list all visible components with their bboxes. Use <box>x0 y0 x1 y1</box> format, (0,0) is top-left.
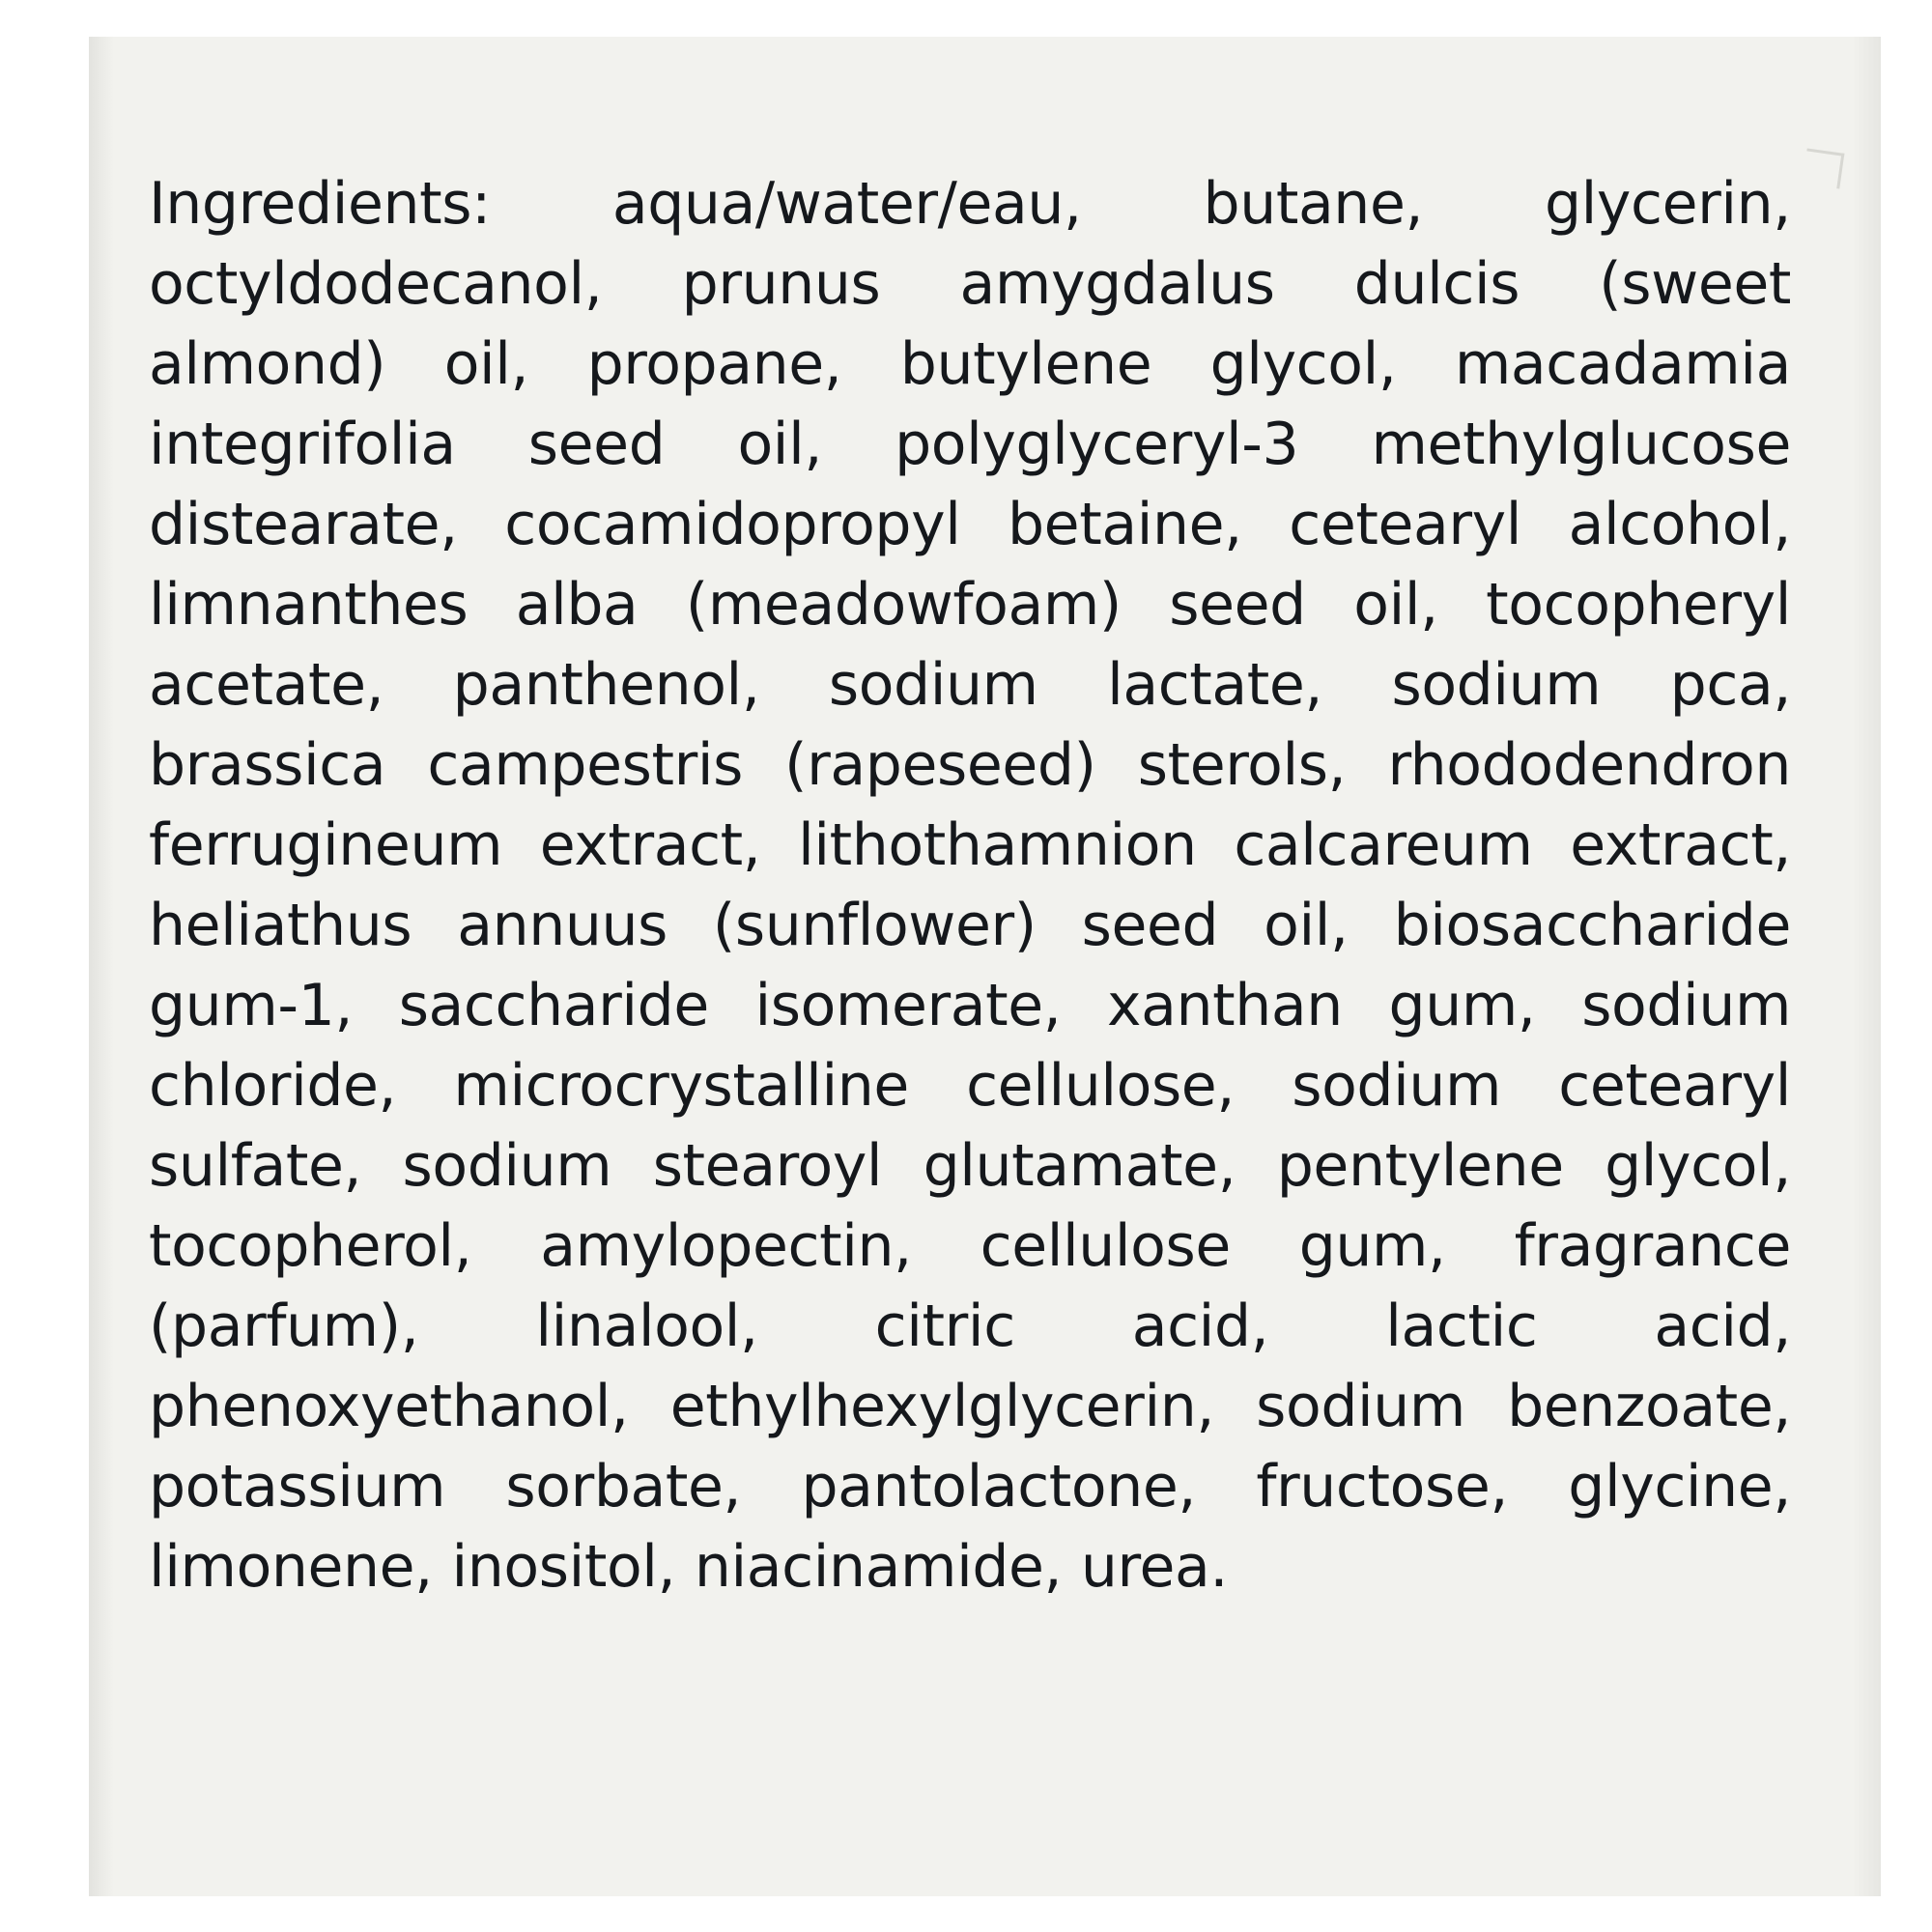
ingredients-heading: Ingredients: <box>149 170 491 238</box>
ingredient-label-panel <box>89 37 1881 1896</box>
label-corner-mark <box>1803 148 1845 188</box>
ingredients-body: aqua/water/eau, butane, glycerin, octyldodecanol, prunus amygdalus dulcis (sweet almond) oil, propane, butylene glycol, macadamia integrifolia seed oil, polyglyceryl-3 methylglucose distearate, cocamidopropyl betaine, cetearyl alcohol, limnanthes alba (meadowfoam) seed oil, tocopheryl acetate, panthenol, sodium lactate, sodium pca, brassica campestris (rapeseed) sterols, rhododendron ferrugineum extract, lithothamnion calcareum extract, heliathus annuus (sunflower) seed oil, biosaccharide gum-1, saccharide isomerate, xanthan gum, sodium chloride, microcrystalline cellulose, sodium cetearyl sulfate, sodium stearoyl glutamate, pentylene glycol, tocopherol, amylopectin, cellulose gum, fragrance (parfum), linalool, citric acid, lactic acid, phenoxyethanol, ethylhexylglycerin, sodium benzoate, potassium sorbate, pantolactone, fructose, glycine, limonene, inositol, niacinamide, urea. <box>149 170 1791 1601</box>
ingredients-paragraph <box>149 164 1791 1607</box>
